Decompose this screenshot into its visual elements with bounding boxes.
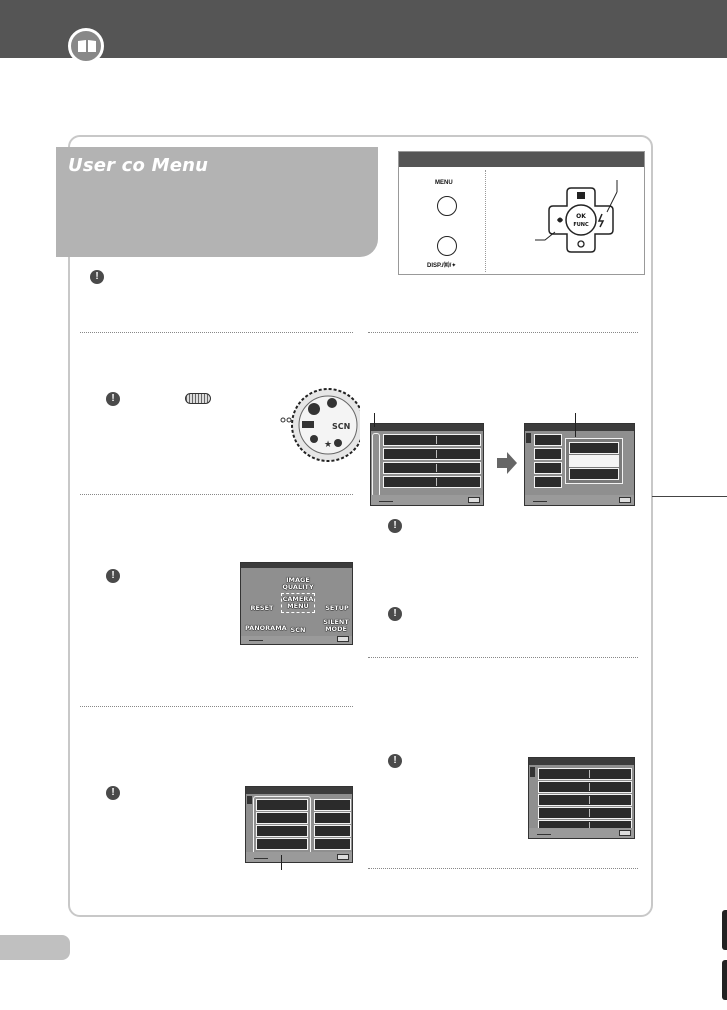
separator — [368, 657, 638, 658]
ok-label: OK — [576, 213, 586, 220]
func-label: FUNC — [573, 222, 589, 228]
svg-text:★: ★ — [324, 439, 333, 449]
arrow-right-icon — [497, 452, 517, 474]
callout-line — [374, 413, 375, 427]
submenu-screen-b — [524, 423, 635, 506]
warning-icon: ! — [106, 392, 120, 406]
menu-item-panorama[interactable]: PANORAMA — [245, 624, 287, 632]
separator — [368, 332, 638, 333]
separator — [80, 706, 353, 707]
separator — [80, 494, 353, 495]
page-title: User co Menu — [68, 155, 209, 176]
menu-item-image-quality[interactable]: IMAGE QUALITY — [282, 576, 314, 591]
separator — [368, 868, 638, 869]
menu-item-scn[interactable]: SCN — [290, 626, 306, 634]
submenu-screen-a — [370, 423, 484, 506]
callout-line — [575, 413, 576, 437]
warning-icon: ! — [388, 607, 402, 621]
disp-button[interactable] — [437, 236, 457, 256]
menu-item-setup[interactable]: SETUP — [325, 604, 349, 612]
callout-line — [281, 855, 282, 870]
page-edge-rule — [652, 496, 727, 497]
button-guide — [398, 151, 645, 275]
main-menu-screen — [240, 562, 353, 645]
page-number-tab — [0, 935, 70, 960]
page-edge-tab — [722, 910, 727, 950]
menu-item-silent-mode[interactable]: SILENT MODE — [323, 618, 349, 633]
warning-icon: ! — [106, 569, 120, 583]
page-header — [0, 0, 727, 58]
settings-list-screen — [245, 786, 353, 863]
warning-icon: ! — [90, 270, 104, 284]
page-edge-tab — [722, 960, 727, 1000]
warning-icon: ! — [106, 786, 120, 800]
mode-dial-icon — [278, 385, 360, 467]
title-panel — [56, 147, 378, 257]
disp-button-label: DISP./⒨/✦ — [427, 263, 457, 269]
book-icon — [68, 28, 104, 64]
arrow-pad-icon[interactable] — [533, 178, 629, 266]
svg-text:SCN: SCN — [332, 422, 351, 431]
mode-dial-button-icon — [185, 393, 211, 404]
separator — [80, 332, 353, 333]
submenu-screen-c — [528, 757, 635, 839]
warning-icon: ! — [388, 754, 402, 768]
guide-divider — [485, 170, 486, 272]
menu-button[interactable] — [437, 196, 457, 216]
warning-icon: ! — [388, 519, 402, 533]
menu-button-label: MENU — [435, 180, 453, 186]
menu-item-camera-menu[interactable]: CAMERA MENU — [282, 595, 314, 610]
guide-header-bar — [399, 152, 644, 167]
menu-item-reset[interactable]: RESET — [250, 604, 274, 612]
